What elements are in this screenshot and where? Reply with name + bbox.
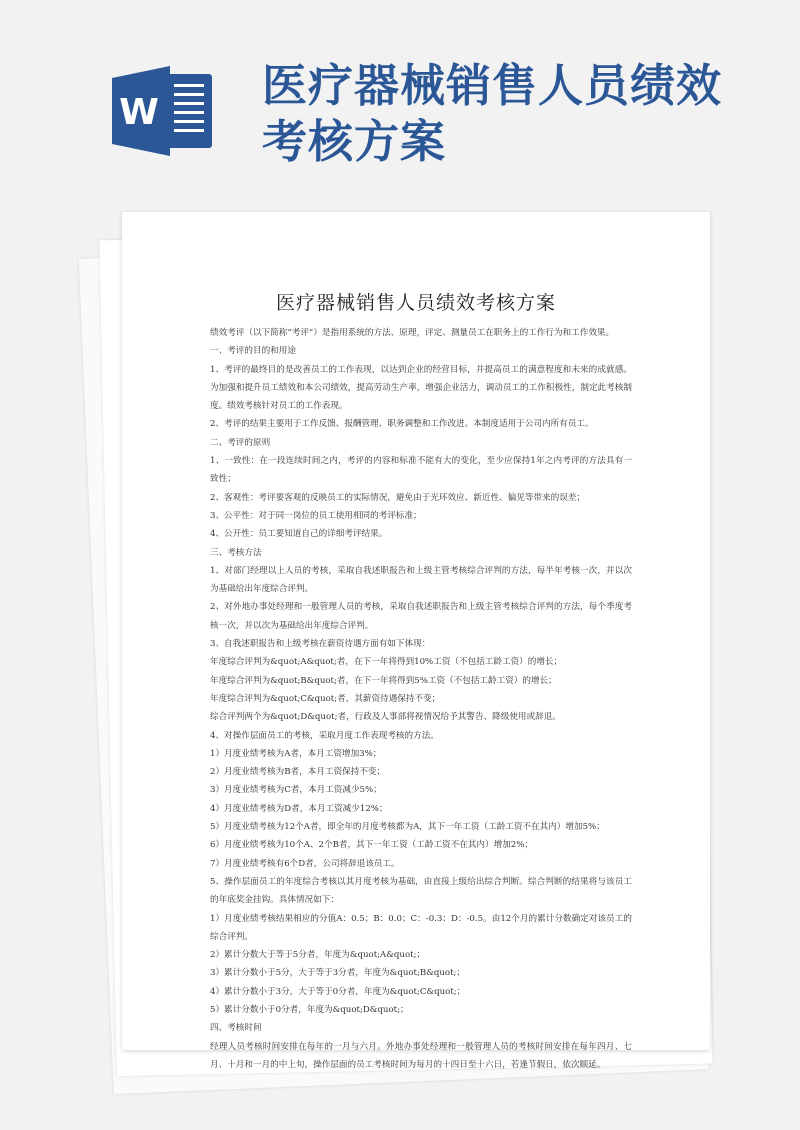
page-title-line-1: 医疗器械销售人员绩效	[262, 59, 723, 112]
document-paragraph: 四、考核时间	[210, 1023, 262, 1034]
document-body	[210, 324, 632, 1074]
document-paragraph: 年度综合评判为&quot;C&quot;者，其薪资待遇保持不变；	[210, 693, 441, 704]
document-paragraph: 3）月度业绩考核为C者，本月工资减少5%；	[210, 785, 382, 796]
document-paragraph: 5）累计分数小于0分者，年度为&quot;D&quot;；	[210, 1004, 409, 1015]
document-paragraph: 二、考评的原则	[210, 437, 271, 448]
document-paragraph: 1）月度业绩考核为A者，本月工资增加3%；	[210, 748, 382, 759]
document-paragraph: 年度综合评判为&quot;B&quot;者，在下一年将得到5%工资（不包括工龄工资）的增长；	[210, 675, 557, 686]
document-paragraph: 三、考核方法	[210, 547, 262, 558]
document-paragraph: 一、考评的目的和用途	[210, 346, 296, 357]
document-paragraph: 7）月度业绩考核有6个D者，公司将辞退该员工。	[210, 858, 400, 869]
document-paragraph: 综合评判两个为&quot;D&quot;者，行政及人事部将视情况给予其警告、降级使用或辞退。	[210, 712, 561, 723]
document-paragraph: 1、考评的最终目的是改善员工的工作表现，以达到企业的经营目标，并提高员工的满意程度和未来的成就感。为加强和提升员工绩效和本公司绩效，提高劳动生产率，增强企业活力，调动员工的工作积极性，制定此考核制度。绩效考核针对员工的工作表现。	[210, 364, 632, 412]
document-paragraph: 4）累计分数小于3分，大于等于0分者，年度为&quot;C&quot;；	[210, 986, 466, 997]
document-title: 医疗器械销售人员绩效考核方案	[275, 292, 556, 314]
document-paragraph: 1、对部门经理以上人员的考核，采取自我述职报告和上级主管考核综合评判的方法，每半年考核一次，并以次为基础给出年度综合评判。	[210, 565, 632, 595]
page-title	[262, 58, 782, 170]
document-paragraph: 年度综合评判为&quot;A&quot;者，在下一年将得到10%工资（不包括工龄工资）的增长；	[210, 657, 563, 668]
document-paragraph: 5）月度业绩考核为12个A者，即全年的月度考核都为A，其下一年工资（工龄工资不在其内）增加5%；	[210, 822, 605, 833]
document-paragraph: 3、公平性：对于同一岗位的员工使用相同的考评标准；	[210, 510, 422, 521]
document-page	[122, 212, 710, 1070]
document-paragraph: 4、公开性：员工要知道自己的详细考评结果。	[210, 529, 388, 540]
document-paragraph: 2、对外地办事处经理和一般管理人员的考核，采取自我述职报告和上级主管考核综合评判的方法，每个季度考核一次，并以次为基础给出年度综合评判。	[210, 602, 632, 631]
word-icon-letter: W	[119, 92, 159, 133]
document-paragraph: 2）累计分数大于等于5分者，年度为&quot;A&quot;；	[210, 950, 426, 961]
document-paragraph: 6）月度业绩考核为10个A、2个B者，其下一年工资（工龄工资不在其内）增加2%；	[210, 840, 534, 851]
document-paragraph: 2）月度业绩考核为B者，本月工资保持不变；	[210, 767, 386, 778]
document-paragraph: 3）累计分数小于5分，大于等于3分者，年度为&quot;B&quot;；	[210, 968, 466, 979]
document-paragraph: 1）月度业绩考核结果相应的分值A：0.5；B：0.0；C：-0.3；D：-0.5。由12个月的累计分数确定对该员工的综合评判。	[210, 913, 632, 942]
document-paragraph: 经理人员考核时间安排在每年的一月与六月。外地办事处经理和一般管理人员的考核时间安排在每年四月、七月、十月和一月的中上旬，操作层面的员工考核时间为每月的十四日至十六日，若逢节假日，依次顺延。	[210, 1041, 632, 1070]
document-paragraph: 绩效考评（以下简称“考评”）是指用系统的方法、原理，评定、测量员工在职务上的工作行为和工作效果。	[210, 328, 615, 338]
document-paragraph: 2、客观性：考评要客观的反映员工的实际情况，避免由于光环效应、新近性、偏见等带来的误差；	[210, 492, 586, 503]
document-paragraph: 1、一致性：在一段连续时间之内，考评的内容和标准不能有大的变化，至少应保持1年之内考评的方法具有一致性；	[210, 456, 632, 485]
document-paragraph: 4、对操作层面员工的考核，采取月度工作表现考核的方法。	[210, 730, 439, 741]
word-document-icon	[112, 66, 218, 156]
document-paragraph: 2、考评的结果主要用于工作反馈、报酬管理、职务调整和工作改进。本制度适用于公司内所有员工。	[210, 419, 594, 430]
document-paragraph: 3、自我述职报告和上级考核在薪资待遇方面有如下体现：	[210, 639, 431, 650]
document-paragraph: 5、操作层面员工的年度综合考核以其月度考核为基础，由直接上级给出综合判断。综合判断的结果将与该员工的年底奖金挂钩。具体情况如下：	[210, 876, 632, 906]
document-paragraph: 4）月度业绩考核为D者，本月工资减少12%；	[210, 803, 388, 814]
page-title-line-2: 考核方案	[262, 115, 447, 168]
